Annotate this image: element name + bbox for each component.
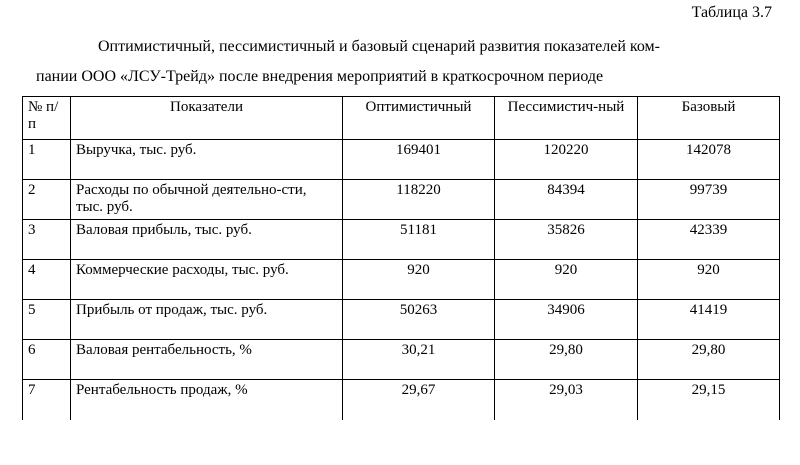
table-caption-line-2: пании ООО «ЛСУ-Трейд» после внедрения мероприятий в краткосрочном периоде xyxy=(36,68,604,85)
table-row xyxy=(23,260,780,300)
row-indicator: Прибыль от продаж, тыс. руб. xyxy=(71,300,343,340)
row-indicator: Валовая прибыль, тыс. руб. xyxy=(71,220,343,260)
row-indicator: Выручка, тыс. руб. xyxy=(71,140,343,180)
row-optimistic-value: 50263 xyxy=(343,300,495,340)
table-row xyxy=(23,380,780,420)
row-number: 4 xyxy=(23,260,71,300)
table-row xyxy=(23,300,780,340)
scenario-table xyxy=(22,96,780,420)
row-optimistic-value: 920 xyxy=(343,260,495,300)
row-indicator: Валовая рентабельность, % xyxy=(71,340,343,380)
table-row xyxy=(23,140,780,180)
row-indicator: Рентабельность продаж, % xyxy=(71,380,343,420)
row-pessimistic-value: 84394 xyxy=(495,180,638,220)
row-number: 6 xyxy=(23,340,71,380)
row-number: 5 xyxy=(23,300,71,340)
row-optimistic-value: 30,21 xyxy=(343,340,495,380)
row-base-value: 142078 xyxy=(638,140,780,180)
row-pessimistic-value: 920 xyxy=(495,260,638,300)
row-number: 3 xyxy=(23,220,71,260)
table-row xyxy=(23,220,780,260)
header-base: Базовый xyxy=(638,97,780,140)
table-row xyxy=(23,180,780,220)
row-base-value: 920 xyxy=(638,260,780,300)
row-base-value: 29,80 xyxy=(638,340,780,380)
header-indicator: Показатели xyxy=(71,97,343,140)
row-optimistic-value: 51181 xyxy=(343,220,495,260)
row-optimistic-value: 118220 xyxy=(343,180,495,220)
row-indicator: Расходы по обычной деятельно-сти, тыс. руб. xyxy=(71,180,343,220)
row-number: 2 xyxy=(23,180,71,220)
row-optimistic-value: 29,67 xyxy=(343,380,495,420)
row-pessimistic-value: 35826 xyxy=(495,220,638,260)
header-optimistic: Оптимистичный xyxy=(343,97,495,140)
row-pessimistic-value: 34906 xyxy=(495,300,638,340)
header-pessimistic: Пессимистич-ный xyxy=(495,97,638,140)
table-caption-line-1: Оптимистичный, пессимистичный и базовый сценарий развития показателей ком- xyxy=(98,38,660,55)
table-header-row xyxy=(23,97,780,140)
header-num: № п/п xyxy=(23,97,71,140)
row-base-value: 99739 xyxy=(638,180,780,220)
row-number: 7 xyxy=(23,380,71,420)
row-pessimistic-value: 120220 xyxy=(495,140,638,180)
row-indicator: Коммерческие расходы, тыс. руб. xyxy=(71,260,343,300)
row-base-value: 42339 xyxy=(638,220,780,260)
row-pessimistic-value: 29,03 xyxy=(495,380,638,420)
row-base-value: 41419 xyxy=(638,300,780,340)
table-row xyxy=(23,340,780,380)
row-base-value: 29,15 xyxy=(638,380,780,420)
row-number: 1 xyxy=(23,140,71,180)
row-pessimistic-value: 29,80 xyxy=(495,340,638,380)
row-optimistic-value: 169401 xyxy=(343,140,495,180)
table-number-label: Таблица 3.7 xyxy=(691,4,772,21)
